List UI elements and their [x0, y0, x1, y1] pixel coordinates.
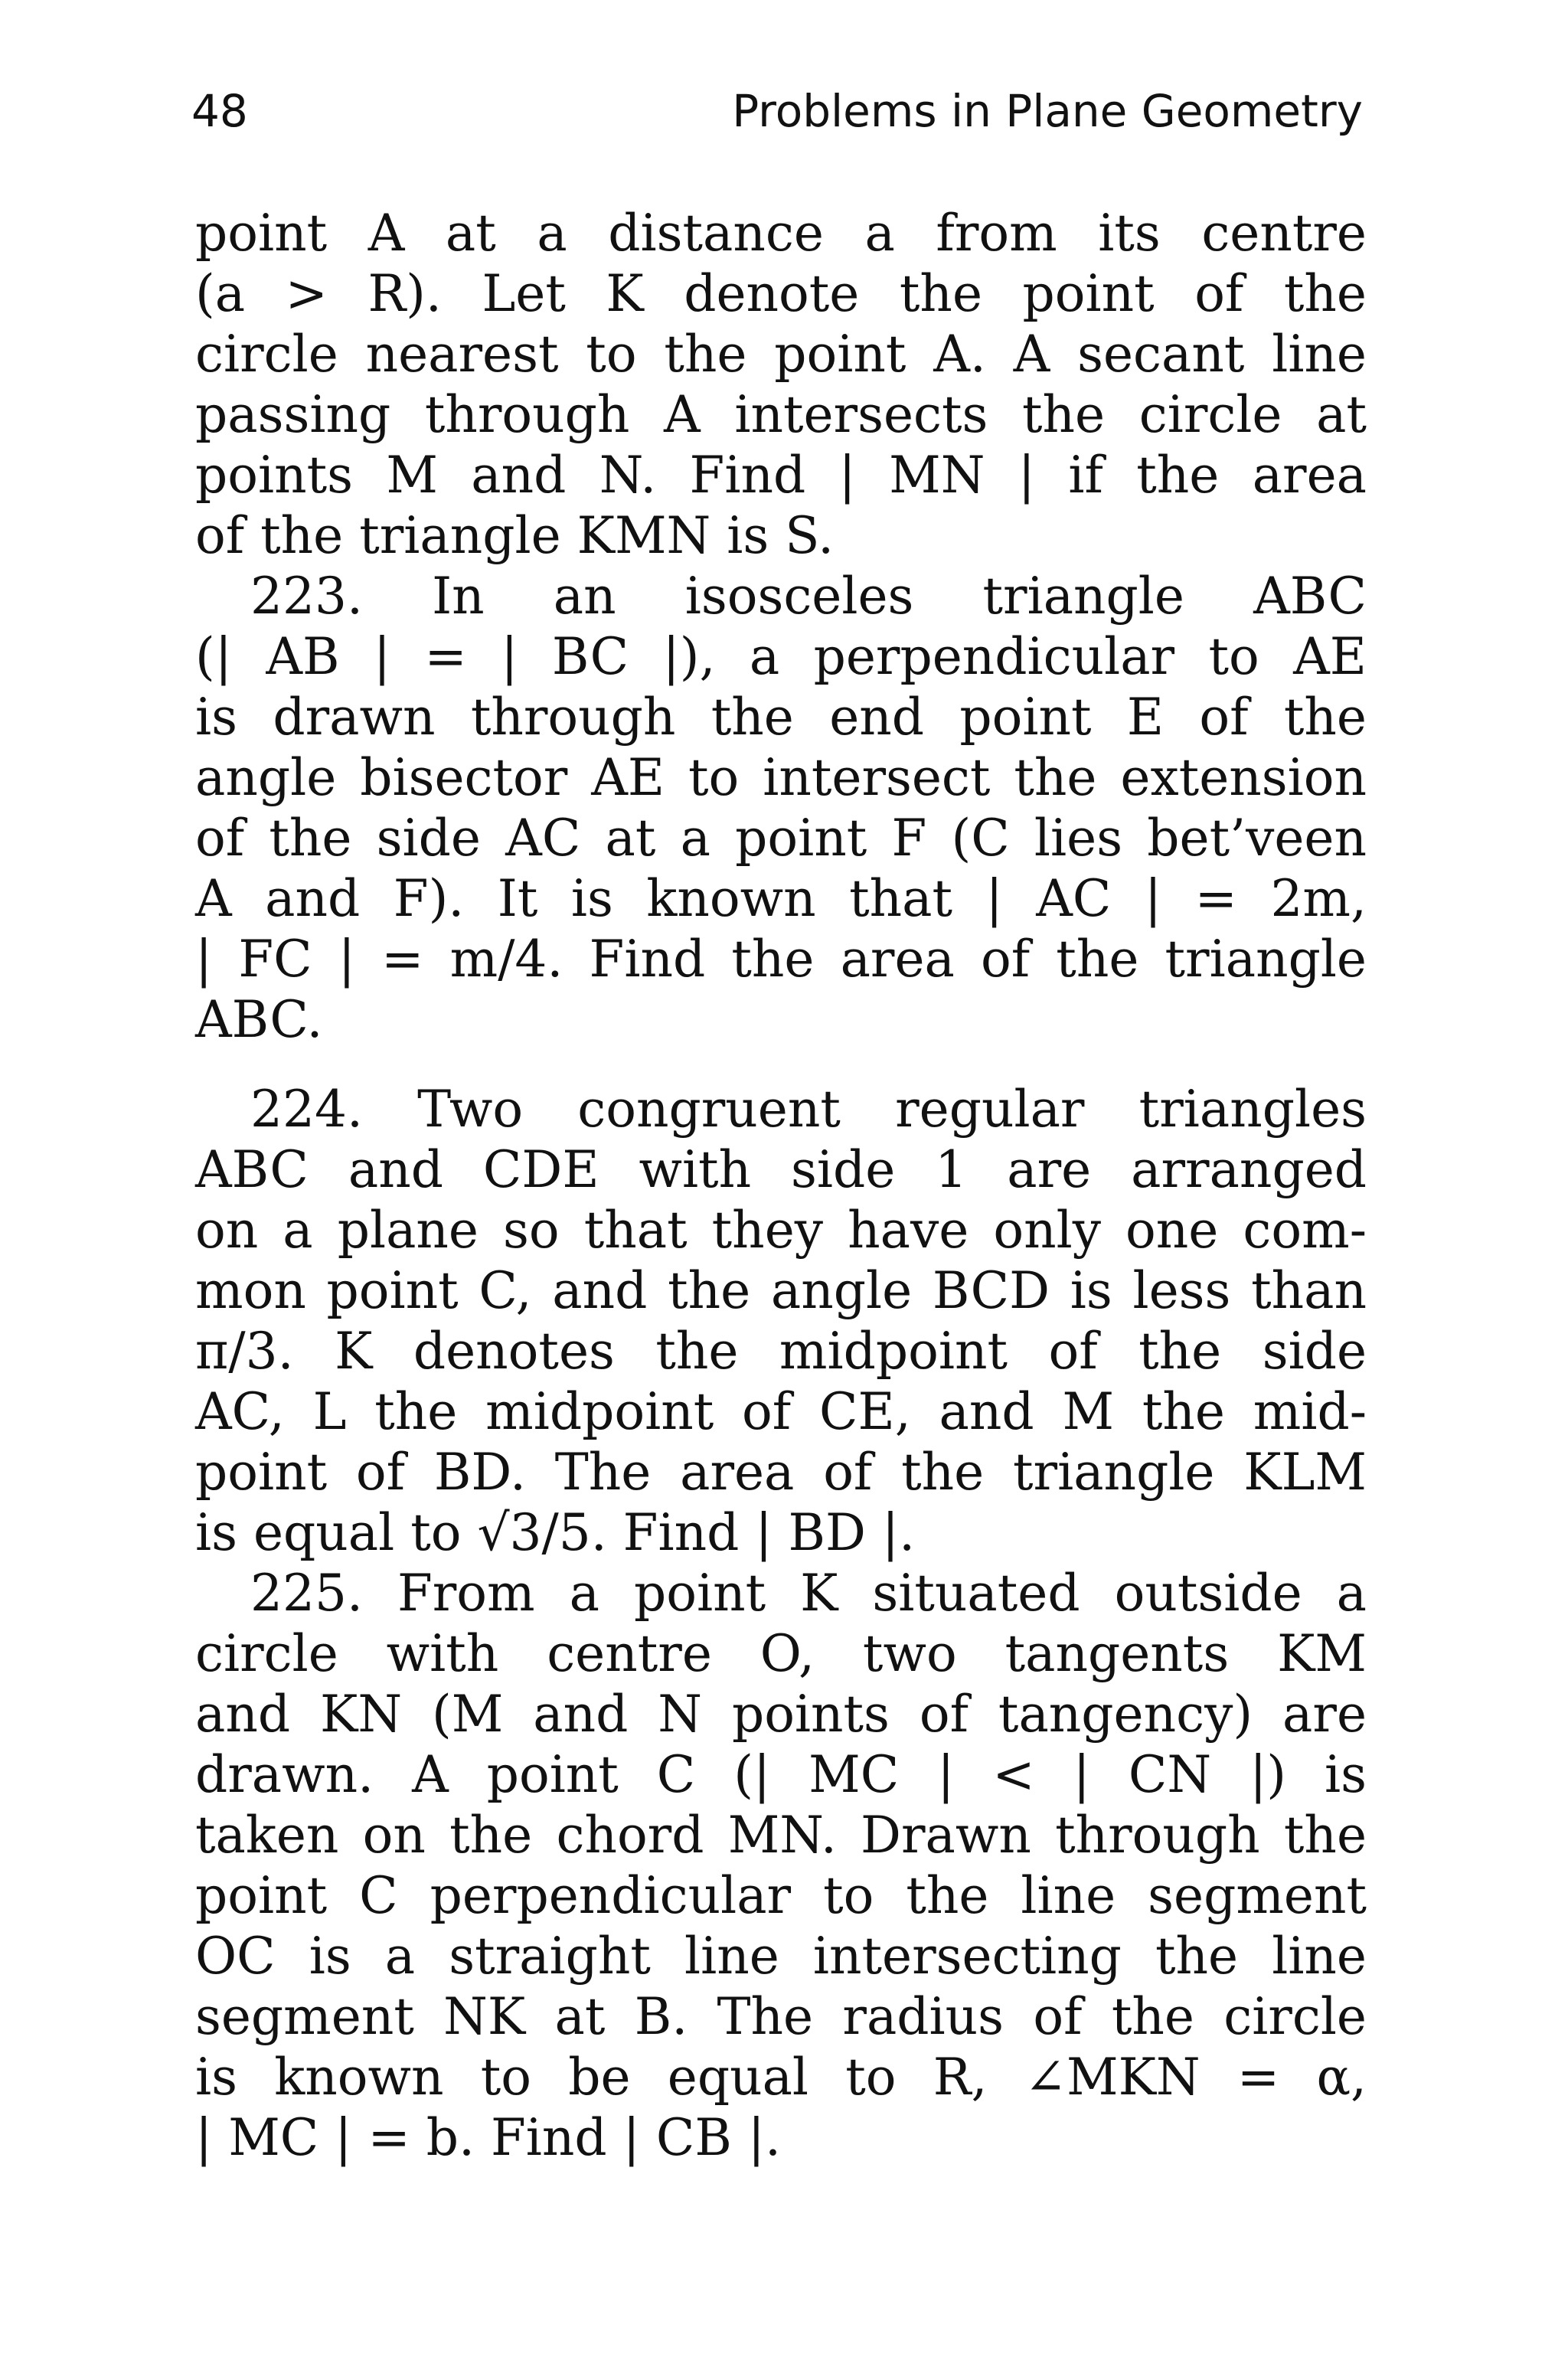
text-line: drawn. A point C (| MC | < | CN |) is	[195, 1745, 1367, 1804]
problem-223-start: 223. In an isosceles triangle ABC	[250, 567, 1367, 626]
text-line: is drawn through the end point E of the	[195, 688, 1367, 747]
text-line: point A at a distance a from its centre	[195, 204, 1367, 263]
text-line: point C perpendicular to the line segment	[195, 1866, 1367, 1925]
paragraph-gap	[195, 1050, 1367, 1079]
text-line: ABC and CDE with side 1 are arranged	[195, 1140, 1367, 1199]
text-line: A and F). It is known that | AC | = 2m,	[195, 869, 1367, 928]
text-line: π/3. K denotes the midpoint of the side	[195, 1322, 1367, 1381]
text-line: of the side AC at a point F (C lies bet’veen	[195, 809, 1367, 868]
page-header	[191, 77, 1363, 145]
text-line: is known to be equal to R, ∠MKN = α,	[195, 2048, 1367, 2107]
text-line: on a plane so that they have only one com-	[195, 1201, 1367, 1260]
text-line: circle nearest to the point A. A secant line	[195, 325, 1367, 384]
text-line: | FC | = m/4. Find the area of the triangle	[195, 930, 1367, 989]
text-line: (| AB | = | BC |), a perpendicular to AE	[195, 627, 1367, 686]
text-line: AC, L the midpoint of CE, and M the mid-	[195, 1382, 1367, 1441]
text-line: mon point C, and the angle BCD is less than	[195, 1261, 1367, 1320]
text-line: point of BD. The area of the triangle KLM	[195, 1443, 1367, 1502]
text-line: and KN (M and N points of tangency) are	[195, 1685, 1367, 1744]
text-line: (a > R). Let K denote the point of the	[195, 264, 1367, 323]
text-line: | MC | = b. Find | CB |.	[195, 2108, 782, 2167]
text-line: is equal to √3/5. Find | BD |.	[195, 1503, 916, 1562]
problem-225-start: 225. From a point K situated outside a	[250, 1564, 1367, 1623]
text-line: ABC.	[195, 990, 323, 1049]
problem-224-start: 224. Two congruent regular triangles	[250, 1080, 1367, 1139]
page-number: 48	[191, 85, 248, 137]
text-line: circle with centre O, two tangents KM	[195, 1624, 1367, 1683]
running-title: Problems in Plane Geometry	[732, 85, 1363, 137]
text-line: OC is a straight line intersecting the line	[195, 1927, 1367, 1986]
body-text	[195, 203, 1367, 2168]
text-line: of the triangle KMN is S.	[195, 506, 835, 565]
text-line: segment NK at B. The radius of the circle	[195, 1987, 1367, 2046]
text-line: passing through A intersects the circle at	[195, 385, 1367, 444]
text-line: taken on the chord MN. Drawn through the	[195, 1806, 1367, 1865]
text-line: points M and N. Find | MN | if the area	[195, 446, 1367, 505]
text-line: angle bisector AE to intersect the extension	[195, 748, 1367, 807]
